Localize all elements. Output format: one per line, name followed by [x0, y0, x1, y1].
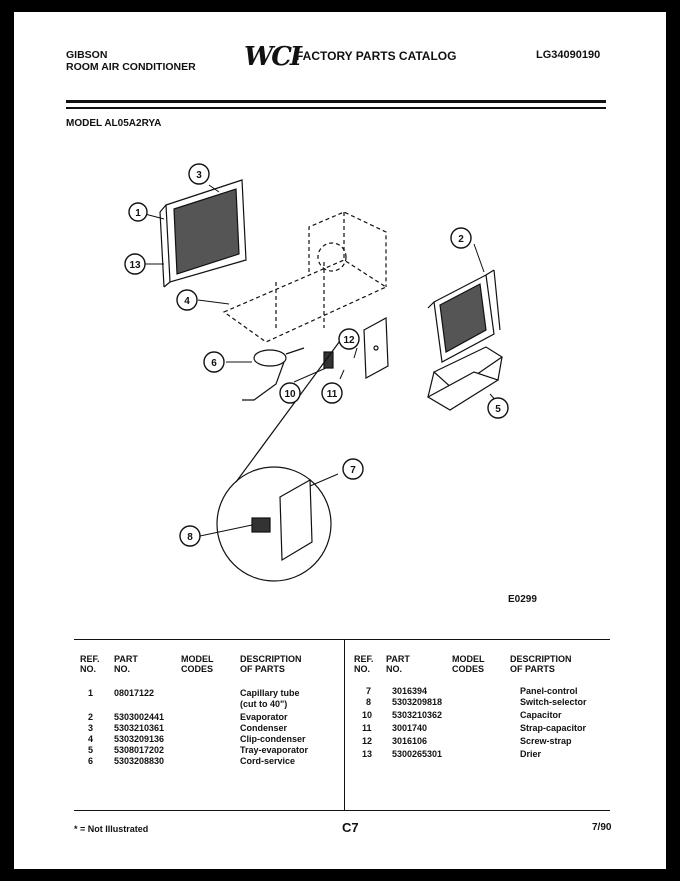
part-no: 3001740 [392, 723, 428, 733]
control-panel-drawing [364, 318, 388, 378]
callout-6: 6 [211, 358, 217, 369]
part-no: 5300265301 [392, 749, 443, 759]
page-code: C7 [342, 820, 359, 835]
part-desc: Evaporator [240, 712, 288, 722]
part-no: 5303209818 [392, 697, 443, 707]
ref-no: 11 [362, 723, 372, 733]
part-desc: Strap-capacitor [520, 723, 587, 733]
ref-no: 1 [88, 688, 94, 698]
part-desc: Capacitor [520, 710, 562, 720]
part-no: 3016106 [392, 736, 428, 746]
callout-5: 5 [495, 404, 501, 415]
ref-no: 12 [362, 736, 373, 746]
part-desc: Tray-evaporator [240, 745, 309, 755]
callout-3: 3 [196, 170, 202, 181]
condenser-drawing [160, 180, 246, 287]
header-model: MODEL CODES [181, 654, 214, 674]
callout-12: 12 [343, 335, 355, 346]
not-illustrated-note: * = Not Illustrated [74, 824, 149, 834]
callout-10: 10 [284, 389, 296, 400]
table-divider [344, 640, 345, 810]
header-model-right: MODEL CODES [452, 654, 485, 674]
header-desc-right: DESCRIPTION OF PARTS [510, 654, 572, 674]
part-no: 08017122 [114, 688, 155, 698]
callout-2: 2 [458, 234, 464, 245]
part-desc: Cord-service [240, 756, 296, 766]
brand-name: GIBSON [66, 49, 108, 61]
header-ref-right: REF. NO. [354, 654, 374, 674]
ref-no: 6 [88, 756, 94, 766]
header-part: PART NO. [114, 654, 138, 674]
ref-no: 2 [88, 712, 94, 722]
exploded-parts-diagram [14, 12, 666, 632]
callout-4: 4 [184, 296, 190, 307]
callout-1: 1 [135, 208, 141, 219]
header-desc: DESCRIPTION OF PARTS [240, 654, 302, 674]
catalog-number: LG34090190 [536, 49, 601, 61]
ref-no: 10 [362, 710, 373, 720]
part-desc: Screw-strap [520, 736, 572, 746]
part-no: 5303208830 [114, 756, 165, 766]
callout-8: 8 [187, 532, 193, 543]
part-desc: Switch-selector [520, 697, 587, 707]
part-no: 5303209136 [114, 734, 165, 744]
base-pan-drawing [224, 212, 386, 342]
header-part-right: PART NO. [386, 654, 410, 674]
part-desc: Clip-condenser [240, 734, 306, 744]
callout-7: 7 [350, 465, 356, 476]
figure-code: E0299 [508, 594, 537, 605]
part-desc: Drier [520, 749, 542, 759]
part-desc: Capillary tube [240, 688, 300, 698]
product-name: ROOM AIR CONDITIONER [66, 61, 196, 73]
wci-logo: WCI [244, 42, 301, 72]
ref-no: 5 [88, 745, 94, 755]
part-no: 5303210362 [392, 710, 443, 720]
ref-no: 7 [366, 686, 372, 696]
parts-table [74, 639, 610, 811]
revision-date: 7/90 [592, 822, 612, 833]
part-no: 5303002441 [114, 712, 165, 722]
model-line: MODEL AL05A2RYA [66, 118, 162, 129]
ref-no: 4 [88, 734, 94, 744]
callout-11: 11 [326, 389, 338, 400]
catalog-title: FACTORY PARTS CATALOG [296, 49, 457, 63]
part-no: 3016394 [392, 686, 428, 696]
header-ref: REF. NO. [80, 654, 100, 674]
part-no: 5308017202 [114, 745, 165, 755]
ref-no: 3 [88, 723, 94, 733]
catalog-page [14, 12, 666, 869]
part-desc: Condenser [240, 723, 288, 733]
ref-no: 8 [366, 697, 372, 707]
part-no: 5303210361 [114, 723, 165, 733]
part-desc: Panel-control [520, 686, 578, 696]
evaporator-drawing [428, 270, 500, 362]
ref-no: 13 [362, 749, 373, 759]
callout-13: 13 [129, 260, 141, 271]
part-desc-line2: (cut to 40") [240, 699, 288, 709]
